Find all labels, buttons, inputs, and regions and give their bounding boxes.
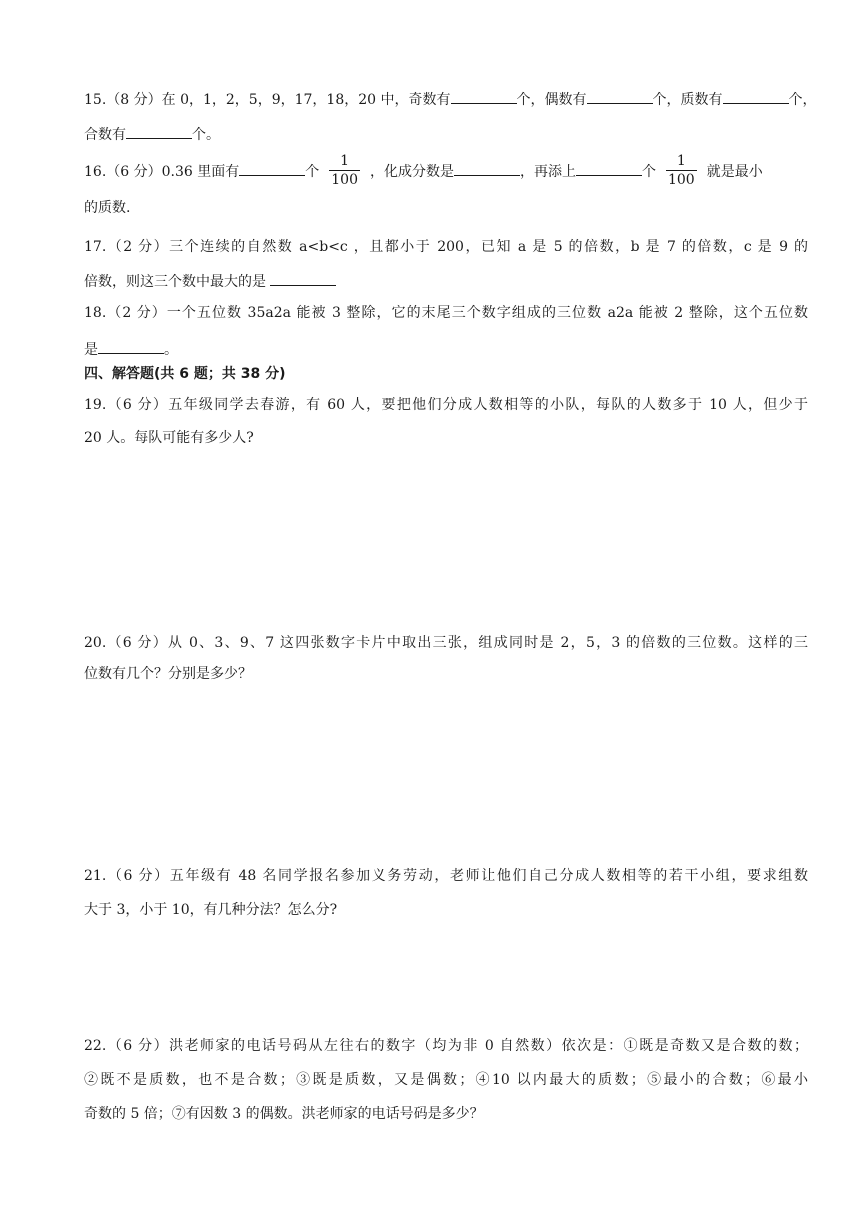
question-17-text-b: 倍数，则这三个数中最大的是 <box>84 274 266 290</box>
question-16-line-1 <box>84 152 808 192</box>
question-17-line-2 <box>84 270 808 292</box>
question-15-text-d: 个， <box>788 92 817 108</box>
question-16-line-2 <box>84 198 808 218</box>
question-21-line-1: 21.（6 分）五年级有 48 名同学报名参加义务劳动，老师让他们自己分成人数相等的若干小组，要求组数 <box>84 868 808 884</box>
question-19-line-2: 20 人。每队可能有多少人? <box>84 430 254 446</box>
question-16-text-f: 就是最小 <box>706 164 763 180</box>
answer-blank[interactable] <box>587 88 653 104</box>
section-heading: 四、解答题(共 6 题；共 38 分) <box>84 366 286 382</box>
question-15-text-f: 个。 <box>192 127 220 143</box>
question-18-text-c: 。 <box>164 342 178 358</box>
question-22-line-2: ②既不是质数，也不是合数；③既是质数，又是偶数；④10 以内最大的质数；⑤最小的合数；⑥最小 <box>84 1072 808 1088</box>
question-20-line-1: 20.（6 分）从 0、3、9、7 这四张数字卡片中取出三张，组成同时是 2，5，3 的倍数的三位数。这样的三 <box>84 635 808 651</box>
question-16-text-e: 个 <box>641 164 656 180</box>
question-15-line-2 <box>84 123 808 145</box>
answer-blank[interactable] <box>98 338 164 354</box>
question-18-line-1: 18.（2 分）一个五位数 35a2a 能被 3 整除，它的末尾三个数字组成的三位数 a2a 能被 2 整除，这个五位数 <box>84 305 808 321</box>
answer-blank[interactable] <box>451 88 517 104</box>
question-15-text-b: 个，偶数有 <box>516 92 587 108</box>
answer-blank[interactable] <box>454 160 520 176</box>
question-16-text-c: ，化成分数是 <box>369 164 454 180</box>
question-15-text-e: 合数有 <box>84 127 126 143</box>
question-16-text-b: 个 <box>305 164 320 180</box>
question-18-text-b: 是 <box>84 342 98 358</box>
answer-blank[interactable] <box>723 88 789 104</box>
fraction-one-hundredth <box>329 152 360 189</box>
answer-blank[interactable] <box>126 123 192 139</box>
question-20-line-2: 位数有几个？分别是多少？ <box>84 666 252 682</box>
question-16-text-g: 的质数. <box>84 200 131 216</box>
fraction-denominator: 100 <box>331 171 358 188</box>
fraction-numerator: 1 <box>329 152 360 171</box>
question-15-text-a: 15.（8 分）在 0，1，2，5，9，17，18，20 中，奇数有 <box>84 92 451 108</box>
answer-blank[interactable] <box>239 160 305 176</box>
question-16-text-d: ，再添上 <box>519 164 576 180</box>
question-17-line-1: 17.（2 分）三个连续的自然数 a<b<c ，且都小于 200，已知 a 是 5 的倍数，b 是 7 的倍数，c 是 9 的 <box>84 239 808 255</box>
fraction-one-hundredth <box>666 152 697 189</box>
answer-blank[interactable] <box>576 160 642 176</box>
fraction-denominator: 100 <box>667 171 695 188</box>
question-15-line-1 <box>84 88 817 110</box>
question-19-line-1: 19.（6 分）五年级同学去春游，有 60 人，要把他们分成人数相等的小队，每队的人数多于 10 人，但少于 <box>84 397 808 413</box>
question-21-line-2: 大于 3，小于 10，有几种分法？怎么分? <box>84 902 338 918</box>
question-15-text-c: 个，质数有 <box>652 92 723 108</box>
question-22-line-1: 22.（6 分）洪老师家的电话号码从左往右的数字（均为非 0 自然数）依次是：①既是奇数又是合数的数； <box>84 1038 808 1054</box>
answer-blank[interactable] <box>270 270 336 286</box>
question-18-line-2 <box>84 338 808 360</box>
question-16-text-a: 16.（6 分）0.36 里面有 <box>84 164 240 180</box>
question-22-line-3: 奇数的 5 倍；⑦有因数 3 的偶数。洪老师家的电话号码是多少？ <box>84 1106 484 1122</box>
fraction-numerator: 1 <box>666 152 697 171</box>
